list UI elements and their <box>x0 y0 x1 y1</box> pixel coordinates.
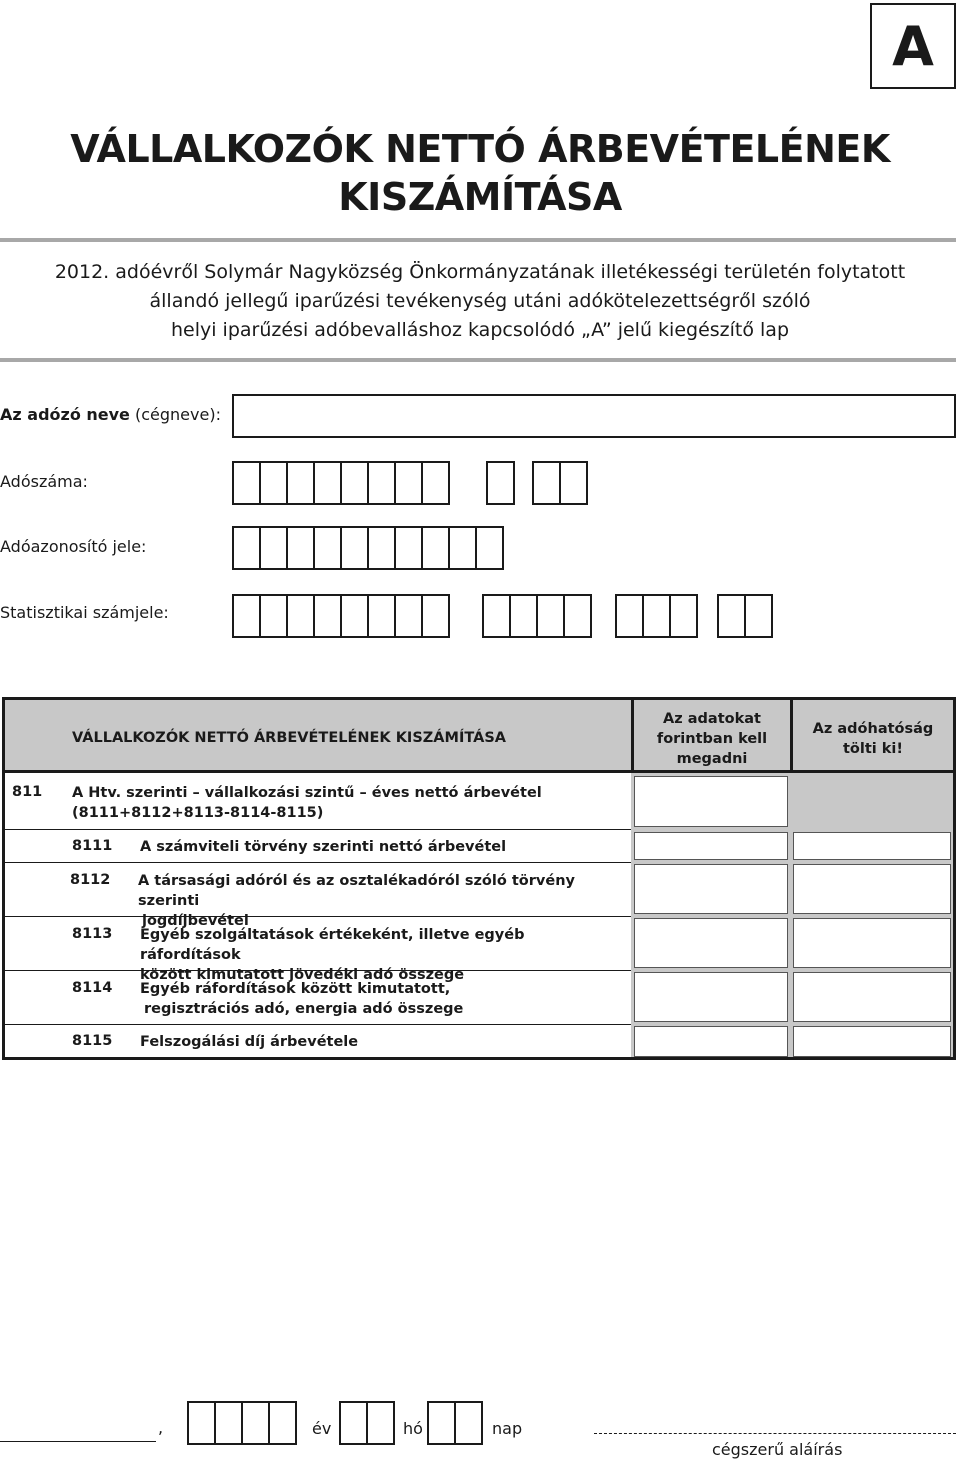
page-title-line2: KISZÁMÍTÁSA <box>338 175 622 219</box>
row-divider <box>5 1024 631 1025</box>
row-code: 811 <box>12 784 43 800</box>
stat-code-field[interactable] <box>482 594 590 638</box>
value-input-811[interactable] <box>634 776 788 827</box>
row-description: Egyéb szolgáltatások értékeként, illetve egyéb ráfordítások között kimutatott jövedéki adó összege <box>140 927 525 983</box>
row-code: 8115 <box>72 1033 113 1049</box>
authority-input-8112 <box>793 864 951 914</box>
value-input-8112[interactable] <box>634 864 788 914</box>
tax-id-label: Adóazonosító jele: <box>0 537 147 556</box>
row-code: 8111 <box>72 838 113 854</box>
row-description: A társasági adóról és az osztalékadóról szóló törvény szerinti jogdíjbevétel <box>138 873 575 929</box>
year-label: év <box>312 1419 332 1438</box>
row-code: 8113 <box>72 926 113 942</box>
row-divider <box>5 829 631 830</box>
subtitle-line2: állandó jellegű iparűzési tevékenység utáni adókötelezettségről szóló <box>149 290 811 312</box>
column-header-authority: Az adóhatóság tölti ki! <box>812 721 934 757</box>
subtitle-line1: 2012. adóévről Solymár Nagyközség Önkormányzatának illetékességi területén folytatott <box>54 261 906 283</box>
row-code: 8114 <box>72 980 113 996</box>
taxpayer-name-label: Az adózó neve (cégneve): <box>0 405 221 424</box>
signature-line[interactable] <box>594 1433 956 1435</box>
tax-id-field[interactable] <box>232 526 502 570</box>
form-letter-box <box>870 3 956 89</box>
row-description: A Htv. szerinti – vállalkozási szintű – éves nettó árbevétel (8111+8112+8113-8114-8115) <box>72 785 542 821</box>
year-field[interactable] <box>187 1401 295 1445</box>
table-title: VÁLLALKOZÓK NETTÓ ÁRBEVÉTELÉNEK KISZÁMÍTÁSA <box>72 730 506 746</box>
month-field[interactable] <box>339 1401 393 1445</box>
month-label: hó <box>403 1419 423 1438</box>
row-description: Felszogálási díj árbevétele <box>140 1034 359 1050</box>
divider <box>0 238 956 242</box>
day-label: nap <box>492 1419 523 1438</box>
authority-input-8115 <box>793 1026 951 1057</box>
row-description: A számviteli törvény szerinti nettó árbevétel <box>140 839 507 855</box>
divider <box>0 358 956 362</box>
value-input-8111[interactable] <box>634 832 788 860</box>
stat-code-field[interactable] <box>717 594 771 638</box>
column-header-data: Az adatokat forintban kell megadni <box>656 711 768 767</box>
page-title-line1: VÁLLALKOZÓK NETTÓ ÁRBEVÉTELÉNEK <box>70 127 890 171</box>
tax-number-field[interactable] <box>532 461 586 505</box>
value-input-8113[interactable] <box>634 918 788 968</box>
stat-code-field[interactable] <box>615 594 696 638</box>
tax-number-label: Adószáma: <box>0 472 88 491</box>
row-divider <box>5 862 631 863</box>
authority-cell <box>790 773 953 830</box>
form-letter: A <box>892 14 934 78</box>
taxpayer-name-field[interactable] <box>232 394 956 438</box>
tax-number-field[interactable] <box>232 461 448 505</box>
authority-input-8111 <box>793 832 951 860</box>
value-input-8115[interactable] <box>634 1026 788 1057</box>
place-line <box>0 1441 156 1442</box>
tax-number-field[interactable] <box>486 461 513 505</box>
subtitle-line3: helyi iparűzési adóbevalláshoz kapcsolódó „A” jelű kiegészítő lap <box>170 319 790 341</box>
row-description: Egyéb ráfordítások között kimutatott, regisztrációs adó, energia adó összege <box>140 981 464 1017</box>
day-field[interactable] <box>427 1401 481 1445</box>
authority-input-8113 <box>793 918 951 968</box>
value-input-8114[interactable] <box>634 972 788 1022</box>
signature-label: cégszerű aláírás <box>712 1440 843 1459</box>
comma: , <box>158 1418 164 1437</box>
stat-code-label: Statisztikai számjele: <box>0 603 169 622</box>
authority-input-8114 <box>793 972 951 1022</box>
row-code: 8112 <box>70 872 111 888</box>
stat-code-field[interactable] <box>232 594 448 638</box>
